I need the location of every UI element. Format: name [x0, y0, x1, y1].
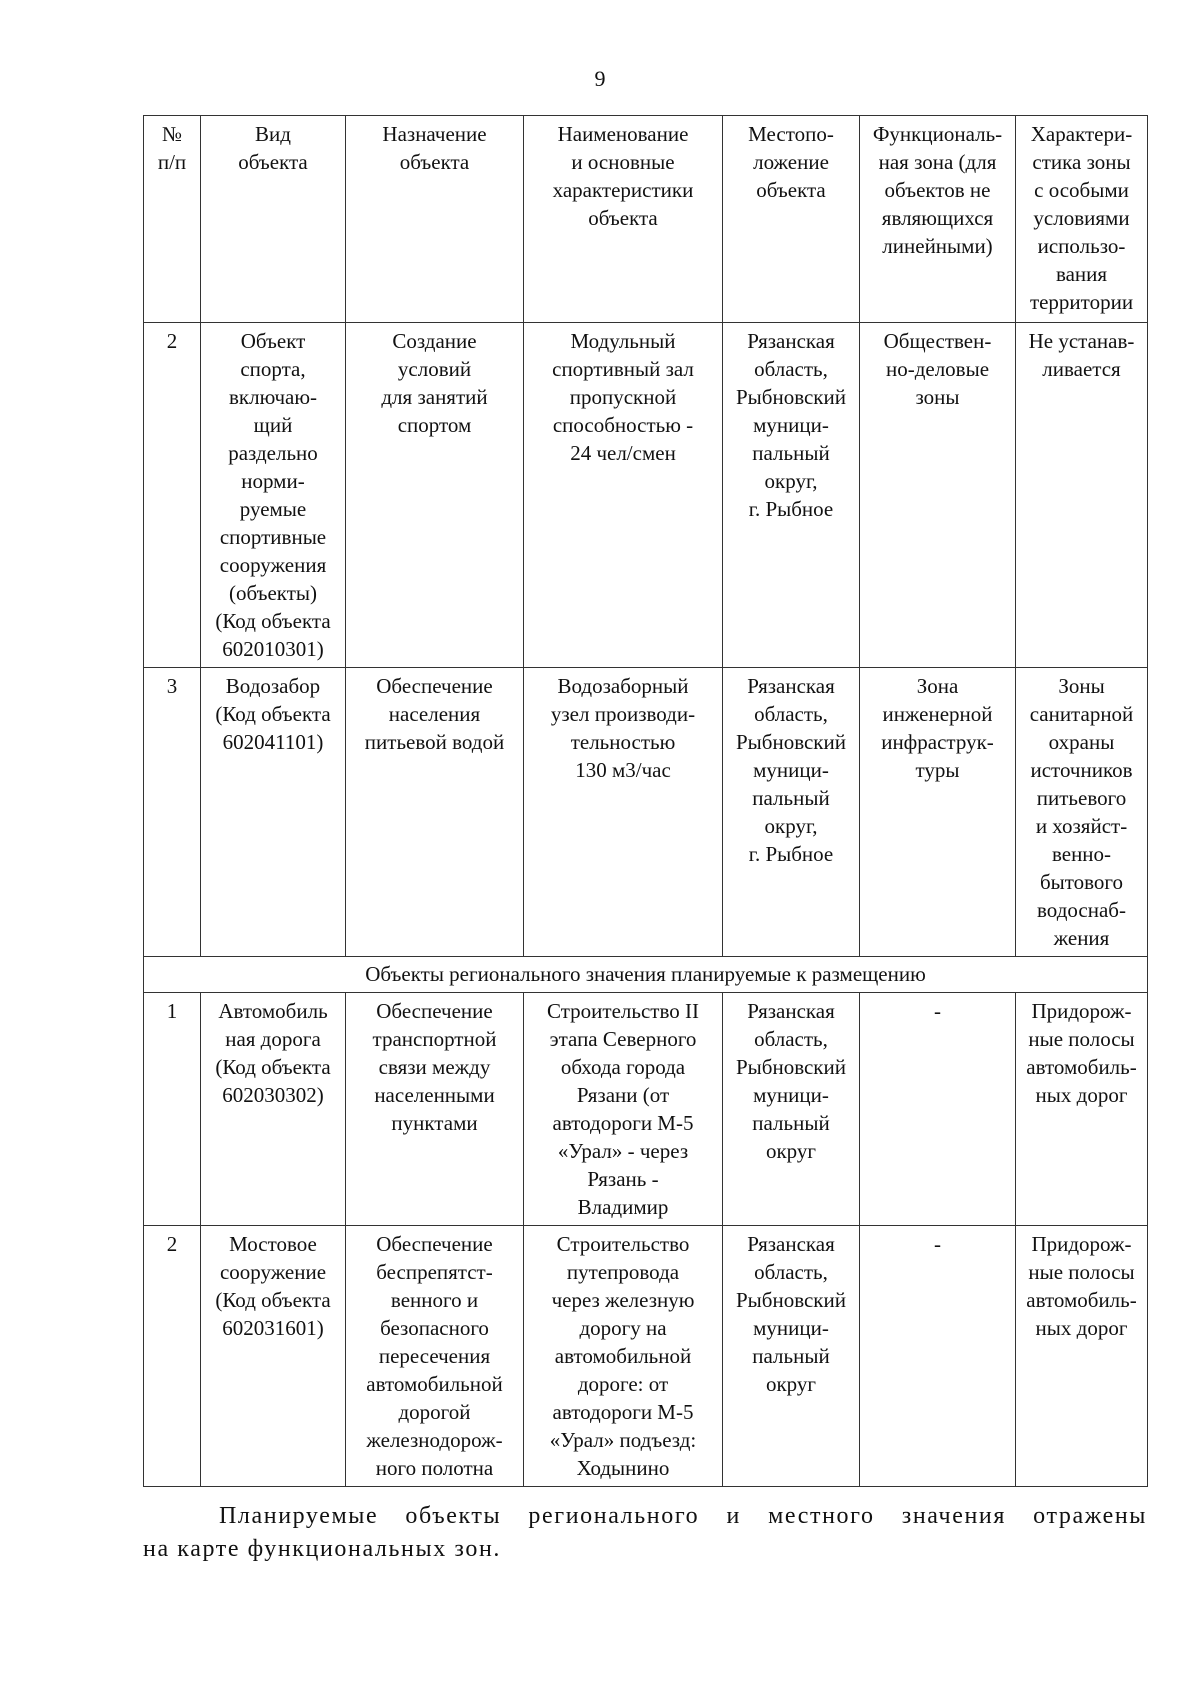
cell-functional-zone: Обществен- но-деловые зоны: [860, 323, 1016, 668]
cell-object-type: Водозабор (Код объекта 602041101): [201, 668, 346, 957]
page-number: 9: [594, 66, 606, 91]
header-functional-zone: Функциональ- ная зона (для объектов не являющихся линейными): [860, 116, 1016, 323]
cell-object-purpose: Обеспечение беспрепятст- венного и безопасного пересечения автомобильной дорогой железнодорож- ного полотна: [346, 1226, 524, 1487]
section-title-row: [144, 957, 1148, 993]
cell-object-type: Мостовое сооружение (Код объекта 602031601): [201, 1226, 346, 1487]
header-special-zone: Характери- стика зоны с особыми условиями использо- вания территории: [1016, 116, 1148, 323]
cell-object-type: Автомобиль ная дорога (Код объекта 602030302): [201, 993, 346, 1226]
cell-functional-zone: -: [860, 993, 1016, 1226]
cell-number: 2: [144, 323, 201, 668]
header-object-name: Наименование и основные характеристики объекта: [524, 116, 723, 323]
table-row: [144, 993, 1148, 1226]
cell-functional-zone: Зона инженерной инфраструк- туры: [860, 668, 1016, 957]
cell-object-name: Водозаборный узел производи- тельностью 130 м3/час: [524, 668, 723, 957]
header-number: № п/п: [144, 116, 201, 323]
header-object-purpose: Назначение объекта: [346, 116, 524, 323]
cell-special-zone: Придорож- ные полосы автомобиль- ных дорог: [1016, 993, 1148, 1226]
cell-functional-zone: -: [860, 1226, 1016, 1487]
header-object-location: Местопо- ложение объекта: [723, 116, 860, 323]
cell-object-location: Рязанская область, Рыбновский муници- пальный округ, г. Рыбное: [723, 323, 860, 668]
cell-number: 1: [144, 993, 201, 1226]
closing-line-2: на карте функциональных зон.: [143, 1536, 501, 1562]
header-object-type: Вид объекта: [201, 116, 346, 323]
table-header-row: [144, 116, 1148, 323]
cell-object-location: Рязанская область, Рыбновский муници- пальный округ: [723, 1226, 860, 1487]
cell-object-location: Рязанская область, Рыбновский муници- пальный округ, г. Рыбное: [723, 668, 860, 957]
cell-number: 3: [144, 668, 201, 957]
cell-number: 2: [144, 1226, 201, 1487]
cell-object-purpose: Создание условий для занятий спортом: [346, 323, 524, 668]
table-row: [144, 323, 1148, 668]
cell-object-name: Строительство II этапа Северного обхода города Рязани (от автодороги М-5 «Урал» - через Рязань - Владимир: [524, 993, 723, 1226]
section-title: Объекты регионального значения планируемые к размещению: [144, 957, 1148, 993]
cell-object-name: Строительство путепровода через железную дорогу на автомобильной дороге: от автодороги М-5 «Урал» подъезд: Ходынино: [524, 1226, 723, 1487]
table-row: [144, 668, 1148, 957]
table-row: [144, 1226, 1148, 1487]
cell-object-location: Рязанская область, Рыбновский муници- пальный округ: [723, 993, 860, 1226]
objects-table: [143, 115, 1148, 1487]
closing-line-1: Планируемые объекты регионального и местного значения отражены: [219, 1503, 1147, 1529]
cell-object-type: Объект спорта, включаю- щий раздельно норми- руемые спортивные сооружения (объекты) (Код объекта 602010301): [201, 323, 346, 668]
cell-object-purpose: Обеспечение транспортной связи между населенными пунктами: [346, 993, 524, 1226]
closing-paragraph: [143, 1500, 1147, 1566]
cell-special-zone: Зоны санитарной охраны источников питьевого и хозяйст- венно- бытового водоснаб- жения: [1016, 668, 1148, 957]
cell-object-name: Модульный спортивный зал пропускной способностью - 24 чел/смен: [524, 323, 723, 668]
cell-object-purpose: Обеспечение населения питьевой водой: [346, 668, 524, 957]
cell-special-zone: Придорож- ные полосы автомобиль- ных дорог: [1016, 1226, 1148, 1487]
cell-special-zone: Не устанав- ливается: [1016, 323, 1148, 668]
